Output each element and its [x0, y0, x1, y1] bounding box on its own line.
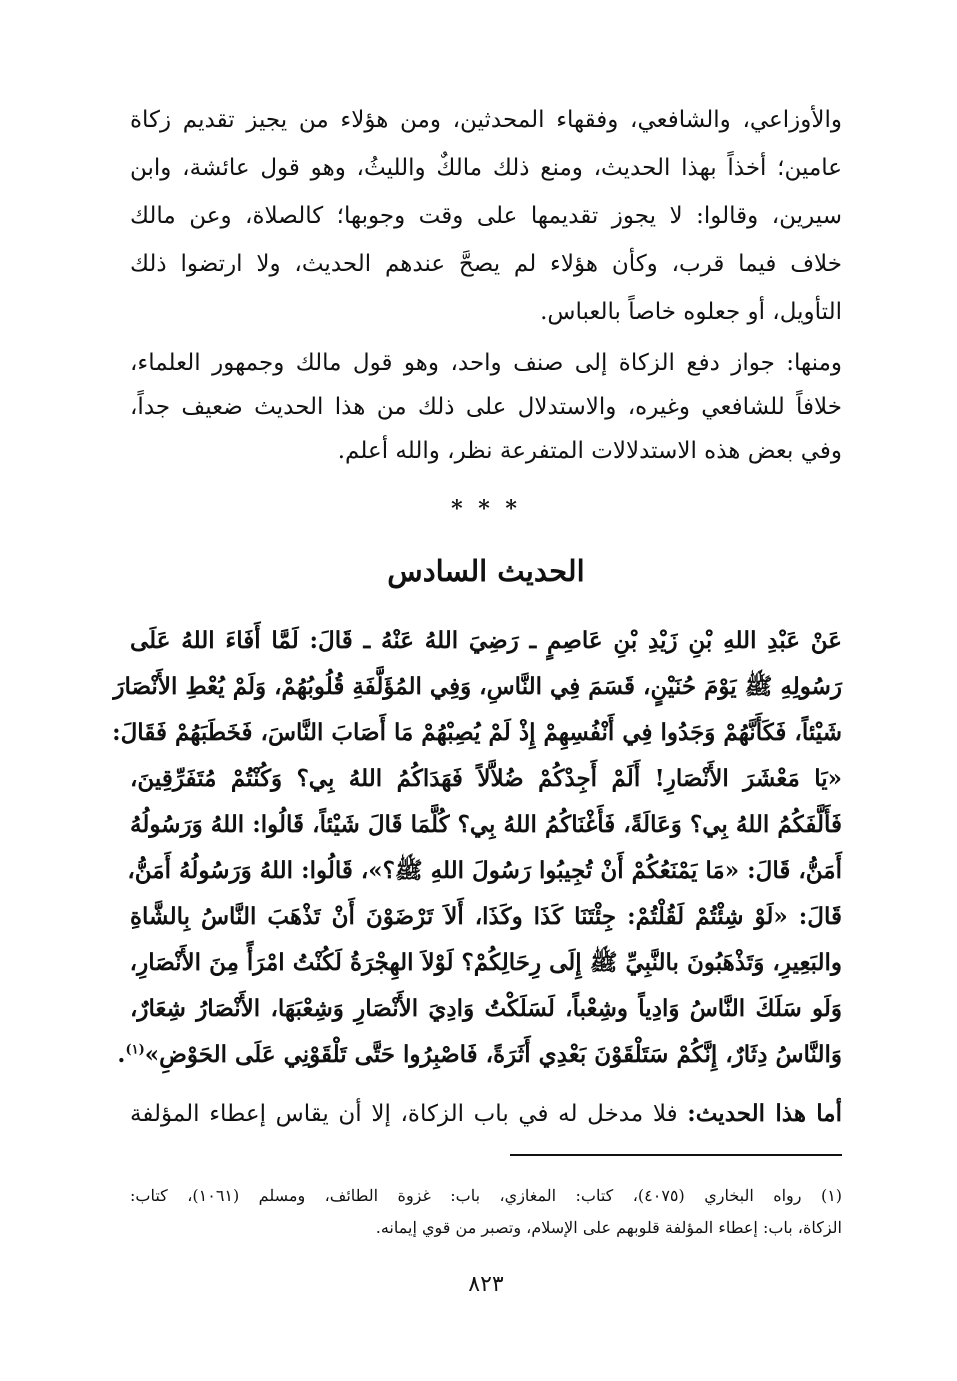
hadith-line-text: وَالنَّاسُ دِثَارٌ، إِنَّكُمْ سَتَلْقَوْنَ بَعْدِي أَثَرَةً، فَاصْبِرُوا حَتَّى تَلْقَوْنِي عَلَى الحَوْضِ»: [144, 1041, 842, 1068]
section-heading: الحديث السادس: [387, 554, 585, 588]
page: [112, 96, 843, 1326]
hadith-line: أَمَنُّ، قَالَ: «مَا يَمْنَعُكُمْ أَنْ تُجِيبُوا رَسُولَ اللهِ ﷺ؟»، قَالُوا: اللهُ وَرَسُولُهُ أَمَنُّ،: [127, 857, 842, 884]
commentary-lead: أما هذا الحديث:: [687, 1100, 843, 1127]
hadith-line: عَنْ عَبْدِ اللهِ بْنِ زَيْدِ بْنِ عَاصِمٍ ـ رَضِيَ اللهُ عَنْهُ ـ قَالَ: لَمَّا أَفَاءَ اللهُ عَلَى: [130, 627, 842, 654]
footnote-divider: [510, 1154, 842, 1156]
text-line: ومنها: جواز دفع الزكاة إلى صنف واحد، وهو قول مالك وجمهور العلماء،: [130, 350, 842, 376]
text-line: والأوزاعي، والشافعي، وفقهاء المحدثين، ومن هؤلاء من يجيز تقديم زكاة: [130, 107, 842, 133]
footnote: [130, 1180, 842, 1244]
section-separator: * * *: [451, 496, 521, 522]
text-line: سيرين، وقالوا: لا يجوز تقديمها على وقت وجوبها؛ كالصلاة، وعن مالك: [130, 203, 842, 229]
hadith-end-punct: .: [117, 1041, 126, 1068]
text-line: خلاف فيما قرب، وكأن هؤلاء لم يصحَّ عندهم الحديث، ولا ارتضوا ذلك: [130, 251, 842, 277]
footnote-line: الزكاة، باب: إعطاء المؤلفة قلوبهم على الإسلام، وتصبر من قوي إيمانه.: [375, 1218, 842, 1237]
hadith-line: «يَا مَعْشَرَ الأَنْصَارِ! أَلَمْ أَجِدْكُمْ ضُلاَّلاً فَهَدَاكُمُ اللهُ بِي؟ وَكُنْتُمْ مُتَفَرِّقِينَ،: [130, 765, 842, 792]
text-line: التأويل، أو جعلوه خاصاً بالعباس.: [540, 299, 842, 325]
paragraph-1: [130, 96, 842, 336]
commentary-paragraph: [130, 1093, 842, 1135]
text-line: خلافاً للشافعي وغيره، والاستدلال على ذلك من هذا الحديث ضعيف جداً،: [130, 394, 842, 420]
hadith-line: قَالَ: «لَوْ شِئْتُمْ لَقُلْتُمْ: جِئْتَنَا كَذَا وكَذَا، أَلاَ تَرْضَوْنَ أَنْ تَذْهَبَ النَّاسُ بِالشَّاةِ: [130, 903, 842, 930]
page-number: ٨٢٣: [468, 1272, 504, 1297]
text-line: عامين؛ أخذاً بهذا الحديث، ومنع ذلك مالكٌ والليثُ، وهو قول عائشة، وابن: [130, 155, 842, 181]
hadith-line: فَأَلَّفَكُمُ اللهُ بِي؟ وَعَالَةً، فَأَغْنَاكُمُ اللهُ بِي؟ كُلَّمَا قَالَ شَيْئاً، قَالُوا: اللهُ وَرَسُولُهُ: [130, 811, 842, 838]
hadith-text: [112, 618, 842, 1078]
text-line: وفي بعض هذه الاستدلالات المتفرعة نظر، والله أعلم.: [337, 438, 842, 464]
hadith-line: وَلَو سَلَكَ النَّاسُ وَادِياً وشِعْباً، لَسَلَكْتُ وَادِيَ الأَنْصَارِ وَشِعْبَهَا، الأَنْصَارُ شِعَارٌ،: [130, 995, 842, 1022]
hadith-line: والبَعِيرِ، وَتَذْهَبُونَ بالنَّبِيِّ ﷺ إِلَى رِحَالِكُمْ؟ لَوْلاَ الهِجْرَةُ لَكُنْتُ امْرَأً مِنَ الأَنْصَارِ،: [129, 949, 842, 976]
footnote-marker: (١): [125, 1042, 145, 1058]
footnote-line: (١) رواه البخاري (٤٠٧٥)، كتاب: المغازي، باب: غزوة الطائف، ومسلم (١٠٦١)، كتاب:: [130, 1186, 843, 1205]
hadith-line: شَيْئاً، فَكَأَنَّهُمْ وَجَدُوا فِي أَنْفُسِهِمْ إِذْ لَمْ يُصِبْهُمْ مَا أَصَابَ النَّاسَ، فَخَطَبَهُمْ فَقَالَ:: [112, 719, 842, 746]
commentary-text: فلا مدخل له في باب الزكاة، إلا أن يقاس إعطاء المؤلفة: [130, 1101, 688, 1127]
hadith-line-last: [117, 1032, 842, 1078]
paragraph-2: [130, 341, 842, 473]
hadith-line: رَسُولِهِ ﷺ يَوْمَ حُنَيْنٍ، قَسَمَ فِي النَّاسِ، وَفِي المُؤَلَّفَةِ قُلُوبُهُمْ، وَلَمْ يُعْطِ الأَنْصَارَ: [113, 673, 842, 700]
commentary-line: [130, 1093, 842, 1135]
